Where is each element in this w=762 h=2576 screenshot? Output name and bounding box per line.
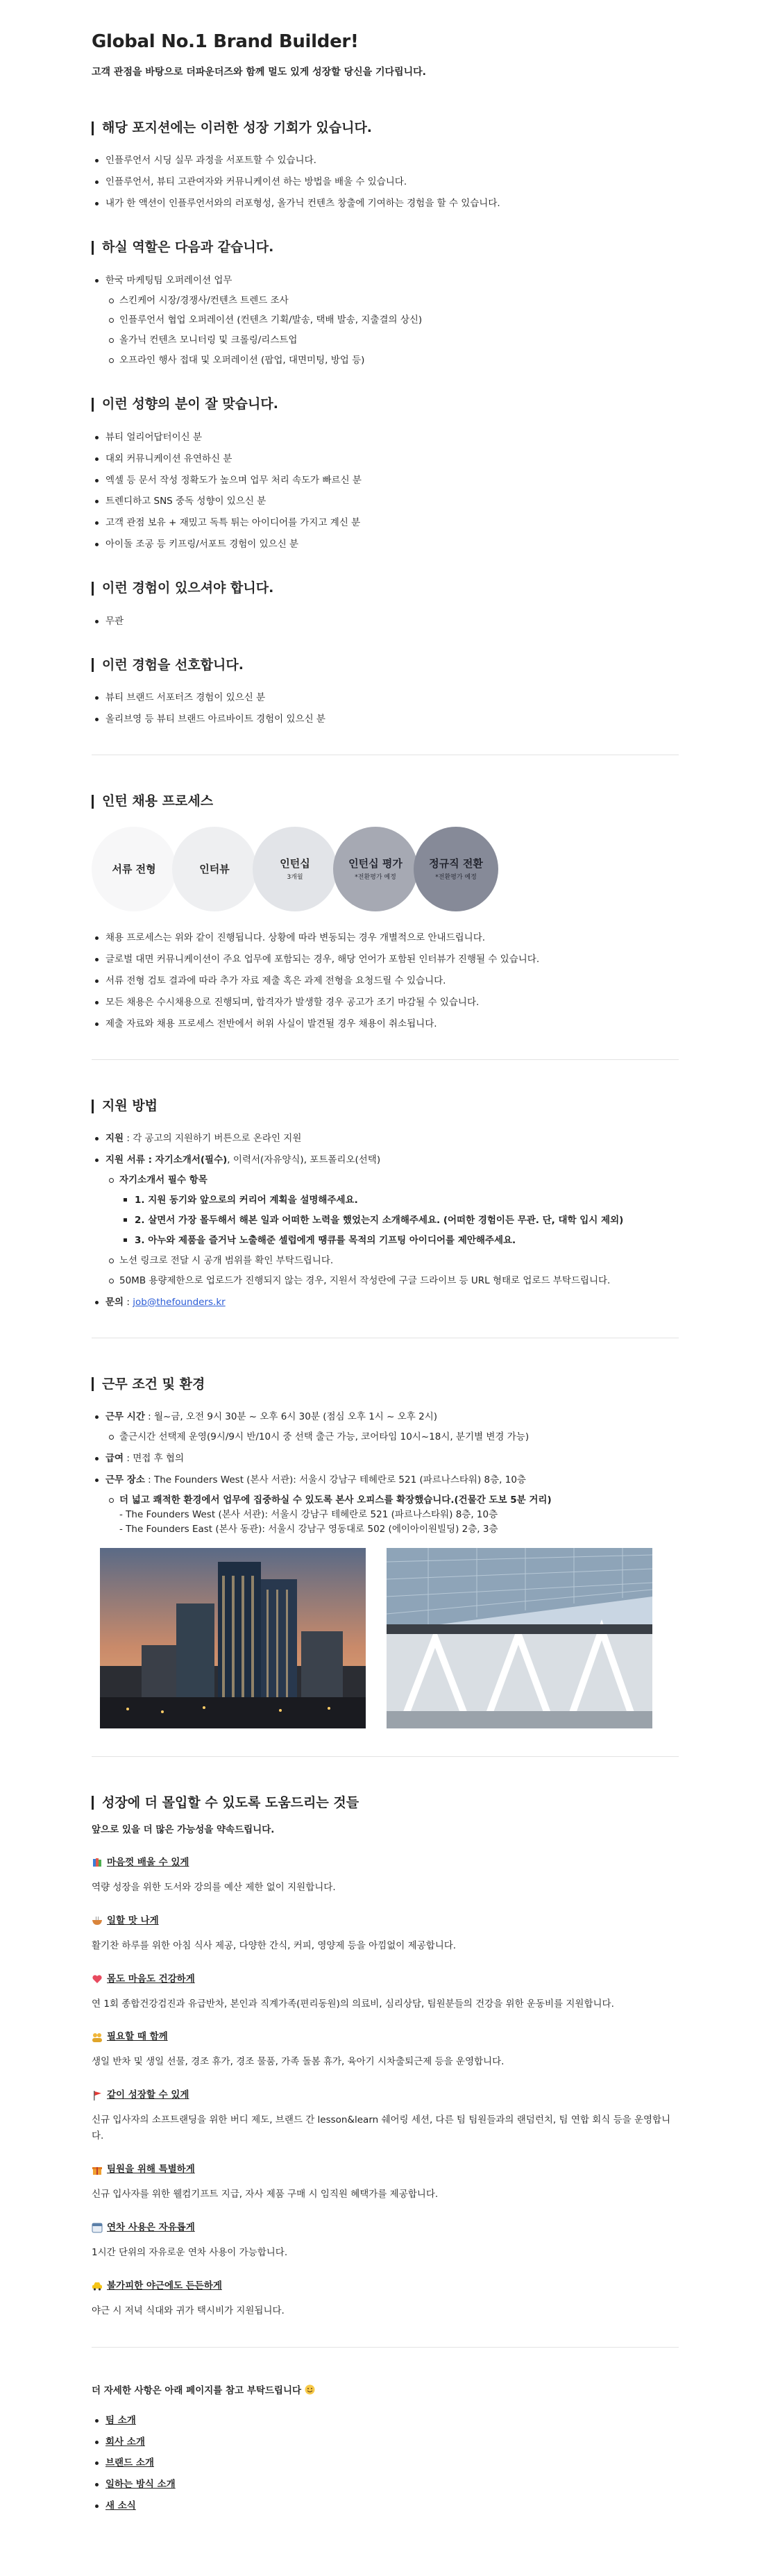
link-workstyle[interactable]: 일하는 방식 소개 [92,2477,679,2492]
benefit-item: 몸도 마음도 건강하게 연 1회 종합건강검진과 유급반차, 본인과 직계가족(편리동원)의 의료비, 심리상담, 팀원분들의 건강을 위한 운동비를 지원합니다. [92,1973,614,2010]
process-step: 인턴십 평가 *전환평가 예정 [333,827,418,911]
growth-heading: 해당 포지션에는 이러한 성장 기회가 있습니다. [92,118,679,138]
office-photo-east [387,1548,652,1728]
required-heading: 이런 경험이 있으셔야 합니다. [92,578,679,598]
process-notes [92,931,679,1032]
divider [92,1059,679,1060]
apply-list [92,1131,679,1309]
list-item: 내가 한 액션이 인플루언서와의 러포형성, 올가닉 컨텐츠 창출에 기여하는 경험을 할 수 있습니다. [92,196,679,211]
list-item: 지원 서류 : 자기소개서(필수), 이력서(자유양식), 포트폴리오(선택) 자기소개서 필수 항목 1. 지원 동기와 앞으로의 커리어 계획을 설명해주세요. 2. 살면서 가장 몰두해서 해본 일과 어떠한 노력을 했었는지 소개해주세요. (어떠한 경험이든 무관. 단, 대학 입시 제외) 3. 아누와 제품을 즐거낙 노출해준 셀럽에게 땡큐를 목적의 기프팅 아이디어를 제안해주세요. 노션 링크로 전달 시 공개 범위를 확인 부탁드립니다. 50MB 용량제한으로 업로드가 진행되지 않는 경우, 지원서 작성란에 구글 드라이브 등 URL 형태로 업로드 부탁드립니다. [92,1153,679,1288]
list-item: 2. 살면서 가장 몰두해서 해본 일과 어떠한 노력을 했었는지 소개해주세요. (어떠한 경험이든 무관. 단, 대학 입시 제외) [119,1213,679,1228]
work-heading: 근무 조건 및 환경 [92,1374,679,1395]
fit-list [92,430,679,553]
list-item: 문의 : job@thefounders.kr [92,1295,679,1310]
heart-emoji-icon [92,1973,103,1985]
link-team[interactable]: 팀 소개 [92,2414,679,2428]
list-item: 뷰티 브랜드 서포터즈 경험이 있으신 분 [92,691,679,705]
list-item: 뷰티 얼리어답터이신 분 [92,430,679,445]
contact-email-link[interactable]: job@thefounders.kr [133,1296,226,1308]
list-item: 글로벌 대면 커뮤니케이션이 주요 업무에 포함되는 경우, 해당 언어가 포함된 인터뷰가 진행될 수 있습니다. [92,952,679,967]
apply-heading: 지원 방법 [92,1096,679,1116]
page-lead: 고객 관점을 바탕으로 더파운더즈와 함께 멀도 있게 성장할 당신을 기다립니다. [92,67,426,78]
benefit-item: 불가피한 야근에도 든든하게 야근 시 저녁 식대와 귀가 택시비가 지원됩니다. [92,2280,285,2316]
list-item: 엑셀 등 문서 작성 정확도가 높으며 업무 처리 속도가 빠르신 분 [92,473,679,488]
list-item: 서류 전형 검토 결과에 따라 추가 자료 제출 혹은 과제 전형을 요청드릴 수 있습니다. [92,974,679,988]
page-title: Global No.1 Brand Builder! [92,31,359,52]
process-steps [92,827,679,911]
benefit-item: 일할 맛 나게 활기찬 하루를 위한 아침 식사 제공, 다양한 간식, 커피, 영양제 등을 아낌없이 제공합니다. [92,1914,457,1951]
list-item: 아이돌 조공 등 키프링/서포트 경험이 있으신 분 [92,537,679,552]
process-step: 정규직 전환 *전환평가 예정 [414,827,498,911]
footer-lead: 더 자세한 사항은 아래 페이지를 참고 부탁드립니다 [92,2384,679,2400]
list-item: 올리브영 등 뷰티 브랜드 아르바이트 경험이 있으신 분 [92,712,679,727]
smile-emoji-icon [305,2384,315,2400]
fit-heading: 이런 성향의 분이 잘 맞습니다. [92,394,679,414]
gift-emoji-icon [92,2164,103,2175]
list-item: 트렌디하고 SNS 중독 성향이 있으신 분 [92,494,679,509]
list-item: 급여 : 면접 후 협의 [92,1451,679,1466]
benefit-item: 필요할 때 함께 생일 반차 및 생일 선물, 경조 휴가, 경조 물품, 가족 돌봄 휴가, 육아기 시차출퇴근제 등을 운영합니다. [92,2031,505,2068]
list-item: 자기소개서 필수 항목 1. 지원 동기와 앞으로의 커리어 계획을 설명해주세요. 2. 살면서 가장 몰두해서 해본 일과 어떠한 노력을 했었는지 소개해주세요. (어떠한 경험이든 무관. 단, 대학 입시 제외) 3. 아누와 제품을 즐거낙 노출해준 셀럽에게 땡큐를 목적의 기프팅 아이디어를 제안해주세요. [105,1173,679,1248]
list-item: 인플루언서, 뷰티 고관여자와 커뮤니케이션 하는 방법을 배울 수 있습니다. [92,175,679,190]
required-list [92,614,679,629]
list-item: 고객 관점 보유 + 재밌고 독특 튀는 아이디어를 가지고 계신 분 [92,516,679,530]
books-emoji-icon [92,1857,103,1868]
growth-list [92,153,679,211]
list-item: 50MB 용량제한으로 업로드가 진행되지 않는 경우, 지원서 작성란에 구글 드라이브 등 URL 형태로 업로드 부탁드립니다. [105,1274,679,1288]
divider [92,1756,679,1757]
list-item: 올가닉 컨텐츠 모니터링 및 크롤링/리스트업 [105,333,679,348]
roles-list [92,273,679,369]
list-item: 인플루언서 시딩 실무 과정을 서포트할 수 있습니다. [92,153,679,168]
benefits-lead: 앞으로 있을 더 많은 가능성을 약속드립니다. [92,1824,275,1835]
list-item: 근무 시간 : 월~금, 오전 9시 30분 ~ 오후 6시 30분 (점심 오후 1시 ~ 오후 2시) 출근시간 선택제 운영(9시/9시 반/10시 중 선택 출근 가능, 코어타임 10시~18시, 분기별 변경 가능) [92,1410,679,1445]
preferred-list [92,691,679,727]
list-item: 한국 마케팅팀 오퍼레이션 업무 스킨케어 시장/경쟁사/컨텐츠 트렌드 조사 인플루언서 협업 오퍼레이션 (컨텐츠 기획/발송, 택배 발송, 지출결의 상신) 올가닉 컨텐츠 모니터링 및 크롤링/리스트업 오프라인 행사 접대 및 오퍼레이션 (팝업, 대면미팅, 방업 등) [92,273,679,369]
link-brand[interactable]: 브랜드 소개 [92,2456,679,2470]
calendar-emoji-icon [92,2222,103,2233]
list-item: 3. 아누와 제품을 즐거낙 노출해준 셀럽에게 땡큐를 목적의 기프팅 아이디어를 제안해주세요. [119,1234,679,1248]
list-item: 인플루언서 협업 오퍼레이션 (컨텐츠 기획/발송, 택배 발송, 지출결의 상신) [105,313,679,328]
list-item: 오프라인 행사 접대 및 오퍼레이션 (팝업, 대면미팅, 방업 등) [105,353,679,368]
benefit-item: 연차 사용은 자유롭게 1시간 단위의 자유로운 연차 사용이 가능합니다. [92,2221,288,2258]
preferred-heading: 이런 경험을 선호합니다. [92,655,679,675]
link-news[interactable]: 새 소식 [92,2499,679,2514]
list-item: 노션 링크로 전달 시 공개 범위를 확인 부탁드립니다. [105,1254,679,1268]
process-step: 서류 전형 [92,827,176,911]
divider [92,2347,679,2348]
benefits-heading: 성장에 더 몰입할 수 있도록 도움드리는 것들 [92,1793,679,1813]
link-company[interactable]: 회사 소개 [92,2435,679,2450]
list-item: 모든 채용은 수시채용으로 진행되며, 합격자가 발생할 경우 공고가 조기 마감될 수 있습니다. [92,995,679,1010]
process-step: 인턴십 3개월 [253,827,337,911]
roles-heading: 하실 역할은 다음과 같습니다. [92,237,679,258]
taxi-emoji-icon [92,2280,103,2291]
footer-links [92,2414,679,2514]
benefit-item: 같이 성장할 수 있게 신규 입사자의 소프트랜딩을 위한 버디 제도, 브랜드 간 lesson&learn 쉐어링 세션, 다른 팀 팀원들과의 랜덤런치, 팀 연합 회식 등을 운영합니다. [92,2089,671,2142]
benefit-item: 팀원을 위해 특별하게 신규 입사자를 위한 웰컴기프트 지급, 자사 제품 구매 시 임직원 혜택가를 제공합니다. [92,2164,439,2200]
list-item: 스킨케어 시장/경쟁사/컨텐츠 트렌드 조사 [105,294,679,308]
flag-emoji-icon [92,2090,103,2101]
benefit-item: 마음껏 배울 수 있게 역량 성장을 위한 도서와 강의를 예산 제한 없이 지원합니다. [92,1856,336,1893]
list-item: 대외 커뮤니케이션 유연하신 분 [92,452,679,466]
list-item: 1. 지원 동기와 앞으로의 커리어 계획을 설명해주세요. [119,1193,679,1208]
process-step: 인터뷰 [172,827,257,911]
list-item: 채용 프로세스는 위와 같이 진행됩니다. 상황에 따라 변동되는 경우 개별적으로 안내드립니다. [92,931,679,945]
office-photos [100,1548,679,1728]
bowl-emoji-icon [92,1915,103,1926]
people-emoji-icon [92,2032,103,2043]
list-item: 제출 자료와 채용 프로세스 전반에서 허위 사실이 발견될 경우 채용이 취소됩니다. [92,1017,679,1032]
process-heading: 인턴 채용 프로세스 [92,791,679,811]
list-item: 더 넓고 쾌적한 환경에서 업무에 집중하실 수 있도록 본사 오피스를 확장했습니다.(건물간 도보 5분 거리) - The Founders West (본사 서관): 서울시 강남구 테헤란로 521 (파르나스타워) 8층, 10층 - The Founders East (본사 동관): 서울시 강남구 영동대로 502 (에이아이원빌딩) 2층, 3층 [105,1493,679,1537]
work-list [92,1410,679,1536]
list-item: 출근시간 선택제 운영(9시/9시 반/10시 중 선택 출근 가능, 코어타임 10시~18시, 분기별 변경 가능) [105,1430,679,1445]
list-item: 무관 [92,614,679,629]
list-item: 지원 : 각 공고의 지원하기 버튼으로 온라인 지원 [92,1131,679,1146]
list-item: 근무 장소 : The Founders West (본사 서관): 서울시 강남구 테헤란로 521 (파르나스타워) 8층, 10층 더 넓고 쾌적한 환경에서 업무에 집중하실 수 있도록 본사 오피스를 확장했습니다.(건물간 도보 5분 거리) - The Founders West (본사 서관): 서울시 강남구 테헤란로 521 (파르나스타워) 8층, 10층 - The Founders East (본사 동관): 서울시 강남구 영동대로 502 (에이아이원빌딩) 2층, 3층 [92,1473,679,1537]
office-photo-west [100,1548,366,1728]
